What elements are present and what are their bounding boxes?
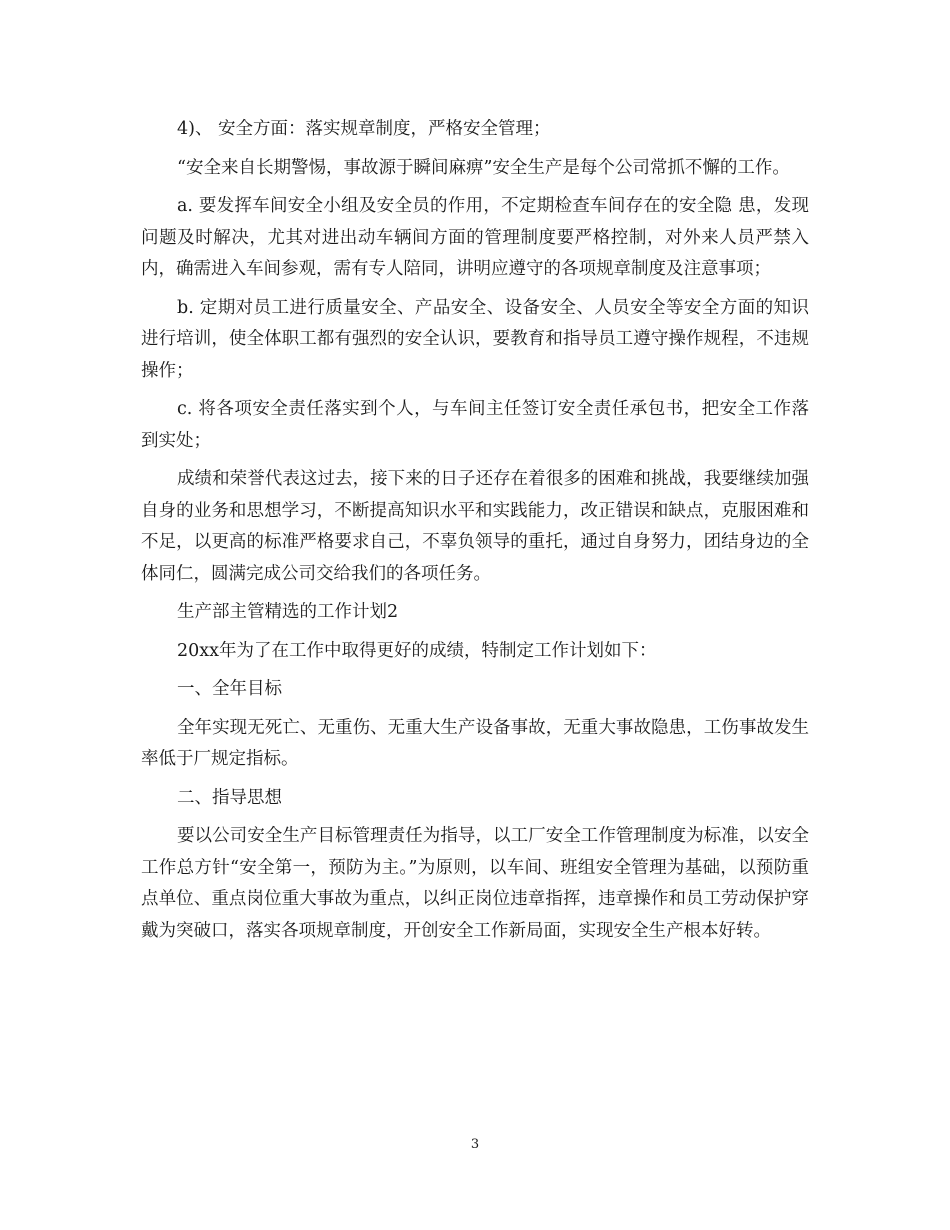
paragraph-annual-goal: 全年实现无死亡、无重伤、无重大生产设备事故，无重大事故隐患，工伤事故发生率低于厂规定指标。 [141, 717, 809, 769]
paragraph-guiding-principle: 要以公司安全生产目标管理责任为指导，以工厂安全工作管理制度为标准，以安全工作总方针“安全第一，预防为主。”为原则，以车间、班组安全管理为基础，以预防重点单位、重点岗位重大事故为重点，以纠正岗位违章指挥，违章操作和员工劳动保护穿戴为突破口，落实各项规章制度，开创安全工作新局面，实现安全生产根本好转。 [141, 826, 809, 941]
page-content [141, 114, 809, 954]
heading-annual-goal: 一、全年目标 [177, 679, 282, 699]
section-title-plan-2: 生产部主管精选的工作计划2 [177, 602, 399, 622]
paragraph-item-b: b. 定期对员工进行质量安全、产品安全、设备安全、人员安全等安全方面的知识进行培训，使全体职工都有强烈的安全认识，要教育和指导员工遵守操作规程，不违规操作； [141, 297, 809, 381]
heading-guiding-principle: 二、指导思想 [177, 787, 282, 808]
paragraph-plan-intro: 20xx年为了在工作中取得更好的成绩，特制定工作计划如下： [177, 640, 657, 661]
paragraph-safety-heading: 4)、 安全方面：落实规章制度，严格安全管理； [177, 119, 551, 139]
paragraph-conclusion: 成绩和荣誉代表这过去，接下来的日子还存在着很多的困难和挑战，我要继续加强自身的业务和思想学习，不断提高知识水平和实践能力，改正错误和缺点，克服困难和不足，以更高的标准严格要求自己，不辜负领导的重托，通过自身努力，团结身边的全体同仁，圆满完成公司交给我们的各项任务。 [141, 469, 809, 584]
paragraph-item-c: c. 将各项安全责任落实到个人，与车间主任签订安全责任承包书，把安全工作落到实处； [141, 399, 809, 451]
paragraph-item-a: a. 要发挥车间安全小组及安全员的作用，不定期检查车间存在的安全隐 患，发现问题及时解决，尤其对进出动车辆间方面的管理制度要严格控制，对外来人员严禁入内，确需进入车间参观，需有专人陪同，讲明应遵守的各项规章制度及注意事项； [141, 196, 809, 279]
page-number: 3 [470, 1137, 480, 1152]
paragraph-safety-motto: “安全来自长期警惕，事故源于瞬间麻痹”安全生产是每个公司常抓不懈的工作。 [177, 157, 790, 178]
